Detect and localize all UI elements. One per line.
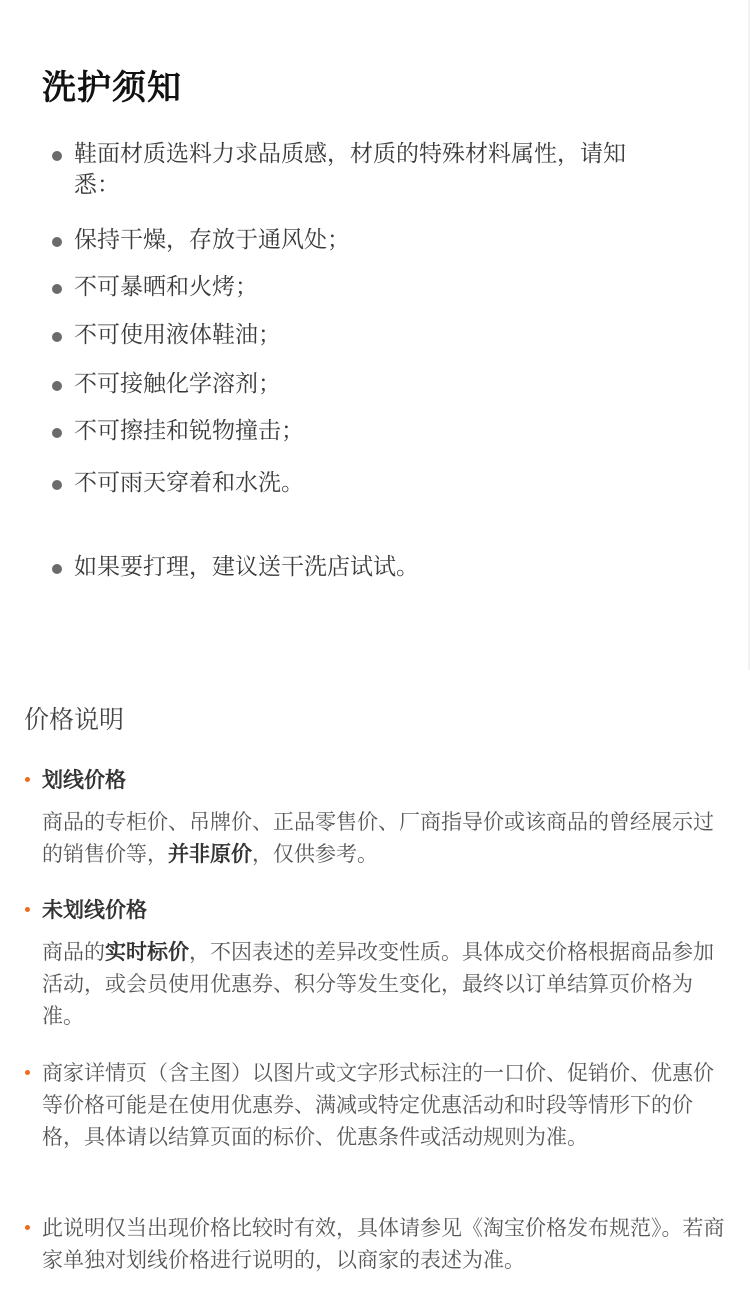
price-block-text-part: 商品的专柜价、吊牌价、正品零售价、厂商指导价或该商品的曾经展示过的销售价等， <box>42 810 714 866</box>
care-instructions-list <box>0 0 750 640</box>
care-item-material-note: 鞋面材质选料力求品质感，材质的特殊材料属性，请知悉： <box>74 139 634 201</box>
orange-bullet <box>25 777 30 782</box>
care-item-keep-dry: 保持干燥，存放于通风处； <box>74 225 674 256</box>
price-block-text-part: 商品的 <box>42 940 105 964</box>
price-block-text: 商家详情页（含主图）以图片或文字形式标注的一口价、促销价、优惠价等价格可能是在使用优惠券、满减或特定优惠活动和时段等情形下的价格，具体请以结算页面的标价、优惠条件或活动规则为准。 <box>42 1061 714 1149</box>
care-instructions-title: 洗护须知 <box>42 68 182 108</box>
care-item-no-liquid-polish: 不可使用液体鞋油； <box>74 320 674 351</box>
price-block-comparison-note <box>42 1212 732 1276</box>
price-block-heading: 划线价格 <box>42 768 126 792</box>
price-block-text-part: ，不因表述的差异改变性质。具体成交价格根据商品参加活动，或会员使用优惠券、积分等发生变化，最终以订单结算页价格为准。 <box>42 940 714 1028</box>
orange-bullet <box>25 1225 30 1230</box>
care-item-no-chemicals: 不可接触化学溶剂； <box>74 369 674 400</box>
price-explanation-title: 价格说明 <box>24 705 125 734</box>
price-block-strikethrough <box>42 764 732 870</box>
price-block-non-strikethrough <box>42 894 732 1032</box>
price-block-detail-page-prices <box>42 1057 732 1153</box>
care-item-no-scratch: 不可擦挂和锐物撞击； <box>74 416 674 447</box>
orange-bullet <box>25 1070 30 1075</box>
price-block-text <box>42 806 732 870</box>
orange-bullet <box>25 907 30 912</box>
price-block-bold-text: 实时标价 <box>105 940 189 964</box>
care-instructions-section <box>0 0 750 640</box>
care-item-no-rain-wash: 不可雨天穿着和水洗。 <box>74 468 674 499</box>
care-item-no-sun-fire: 不可暴晒和火烤； <box>74 272 674 303</box>
price-explanation-section <box>0 690 750 1309</box>
price-block-text <box>42 936 732 1032</box>
care-item-dry-clean-suggestion: 如果要打理，建议送干洗店试试。 <box>74 552 674 583</box>
price-block-heading: 未划线价格 <box>42 898 147 922</box>
price-block-text: 此说明仅当出现价格比较时有效，具体请参见《淘宝价格发布规范》。若商家单独对划线价格进行说明的，以商家的表述为准。 <box>42 1216 725 1272</box>
price-block-text-part: ，仅供参考。 <box>252 842 378 866</box>
price-block-bold-text: 并非原价 <box>168 842 252 866</box>
